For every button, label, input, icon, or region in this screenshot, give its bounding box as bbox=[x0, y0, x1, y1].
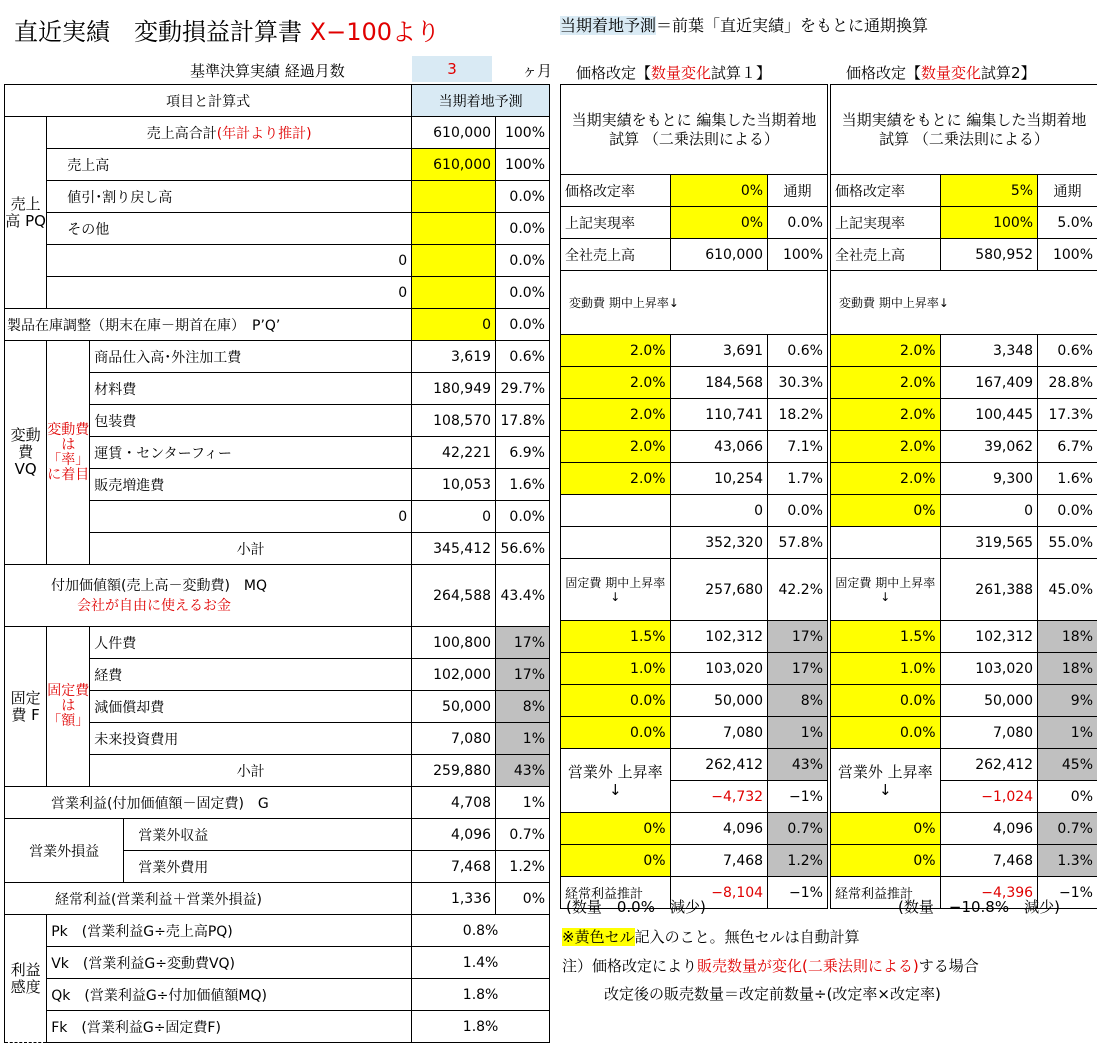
table-cell: 通期 bbox=[1038, 175, 1097, 207]
forecast-rest: ＝前葉「直近実績」をもとに通期換算 bbox=[656, 16, 928, 35]
table-cell: 全社売上高 bbox=[831, 239, 941, 271]
table-cell: 0% bbox=[496, 883, 550, 915]
table-cell: 0.6% bbox=[1038, 335, 1097, 367]
fc-row-0 bbox=[5, 627, 550, 659]
footnote-formula: 改定後の販売数量＝改定前数量÷(改定率×改定率) bbox=[604, 983, 941, 1004]
p2-vc-rate-input[interactable]: 2.0% bbox=[831, 463, 941, 495]
p1-vc-row bbox=[561, 463, 828, 495]
p2-vc-head: 変動費 期中上昇率↓ bbox=[831, 271, 1097, 335]
other-pct: 0.0% bbox=[496, 213, 550, 245]
p2-fc-row bbox=[831, 717, 1097, 749]
table-cell: 営業外費用 bbox=[124, 851, 412, 883]
footnote-yellow: ※黄色セル記入のこと。無色セルは自動計算 bbox=[562, 926, 860, 947]
table-cell: 18% bbox=[1038, 621, 1097, 653]
table-header-row bbox=[5, 85, 550, 117]
table-cell: 0.6% bbox=[496, 341, 550, 373]
table-cell: 1% bbox=[496, 723, 550, 755]
p1-fc-rate-input[interactable]: 0.0% bbox=[561, 717, 671, 749]
table-cell: 184,568 bbox=[670, 367, 767, 399]
vc-group-label: 変動費 VQ bbox=[5, 341, 47, 565]
table-cell: 18% bbox=[1038, 653, 1097, 685]
table-cell: 4,096 bbox=[670, 813, 767, 845]
table-cell: 1% bbox=[496, 787, 550, 819]
p1-vc-rate-input[interactable]: 2.0% bbox=[561, 367, 671, 399]
vc-subtotal: 345,412 bbox=[412, 533, 496, 565]
table-cell: 経常利益(営業利益＋営業外損益) bbox=[5, 883, 412, 915]
blank1-label: 0 bbox=[47, 245, 412, 277]
mq-row bbox=[5, 565, 550, 627]
table-cell: 0.6% bbox=[768, 335, 828, 367]
table-cell: 103,020 bbox=[940, 653, 1037, 685]
table-cell: 5.0% bbox=[1038, 207, 1097, 239]
table-cell: 小計 bbox=[90, 755, 412, 787]
forecast-description bbox=[560, 13, 928, 36]
table-cell: 17% bbox=[768, 653, 828, 685]
table-cell: 上記実現率 bbox=[831, 207, 941, 239]
table-cell: 7,080 bbox=[412, 723, 496, 755]
table-cell: 0.7% bbox=[496, 819, 550, 851]
table-cell: 180,949 bbox=[412, 373, 496, 405]
table-cell: 43% bbox=[496, 755, 550, 787]
p2-vc-rate-input[interactable]: 2.0% bbox=[831, 367, 941, 399]
sens-row-0 bbox=[5, 915, 550, 947]
p2-fc-rate-input[interactable]: 1.0% bbox=[831, 653, 941, 685]
table-cell: 1.8% bbox=[412, 1011, 550, 1043]
discount-label: 値引･割り戻し高 bbox=[47, 181, 412, 213]
table-cell: 257,680 bbox=[670, 559, 767, 621]
p1-vc-row bbox=[561, 399, 828, 431]
table-cell: 0.0% bbox=[496, 501, 550, 533]
nonop-income-row bbox=[5, 819, 550, 851]
table-cell: 102,312 bbox=[670, 621, 767, 653]
other-label: その他 bbox=[47, 213, 412, 245]
table-cell: 0 bbox=[412, 501, 496, 533]
table-cell: 1.6% bbox=[1038, 463, 1097, 495]
table-cell: 0.8% bbox=[412, 915, 550, 947]
table-cell: 17% bbox=[496, 659, 550, 691]
op-profit-row bbox=[5, 787, 550, 819]
sensitivity-group-label: 利益感度 bbox=[5, 915, 47, 1043]
p1-ordinary-profit: −8,104 bbox=[670, 877, 767, 909]
table-cell: 42,221 bbox=[412, 437, 496, 469]
col-header-forecast: 当期着地予測 bbox=[412, 85, 550, 117]
table-cell: 7.1% bbox=[768, 431, 828, 463]
p2-fc-row bbox=[831, 685, 1097, 717]
table-cell: 3,691 bbox=[670, 335, 767, 367]
table-cell: 固定費 期中上昇率↓ bbox=[561, 559, 671, 621]
table-cell: 45% bbox=[1038, 749, 1097, 781]
table-cell: 10,053 bbox=[412, 469, 496, 501]
table-cell: 1.7% bbox=[768, 463, 828, 495]
table-cell: 経常利益推計 bbox=[831, 877, 941, 909]
blank2-input[interactable] bbox=[412, 277, 496, 309]
table-cell: 0 bbox=[940, 495, 1037, 527]
p2-nonop-exp-rate[interactable]: 0% bbox=[831, 845, 941, 877]
table-cell: 261,388 bbox=[940, 559, 1037, 621]
table-cell: 0 bbox=[670, 495, 767, 527]
table-cell: 1.6% bbox=[496, 469, 550, 501]
table-cell: 57.8% bbox=[768, 527, 828, 559]
table-cell: 通期 bbox=[768, 175, 828, 207]
table-cell: −1% bbox=[768, 877, 828, 909]
p2-sales: 580,952 bbox=[940, 239, 1037, 271]
fc-note: 固定費は「額」 bbox=[47, 627, 90, 787]
mq-value: 264,588 bbox=[412, 565, 496, 627]
p1-price-rate-input[interactable]: 0% bbox=[670, 175, 767, 207]
table-cell: 価格改定率 bbox=[561, 175, 671, 207]
table-cell: 110,741 bbox=[670, 399, 767, 431]
table-cell: 0.7% bbox=[1038, 813, 1097, 845]
p2-vc-rate-input[interactable]: 2.0% bbox=[831, 335, 941, 367]
p2-fc-rate-input[interactable]: 0.0% bbox=[831, 685, 941, 717]
p1-vc-rate-input[interactable] bbox=[561, 495, 671, 527]
p1-panel bbox=[560, 84, 828, 909]
p1-sales: 610,000 bbox=[670, 239, 767, 271]
fc-group-label: 固定費 F bbox=[5, 627, 47, 787]
blank1-pct: 0.0% bbox=[496, 245, 550, 277]
p1-vc-row bbox=[561, 495, 828, 527]
table-cell: 167,409 bbox=[940, 367, 1037, 399]
table-cell: 42.2% bbox=[768, 559, 828, 621]
table-cell: 営業利益(付加価値額－固定費) G bbox=[5, 787, 412, 819]
p2-realization-input[interactable]: 100% bbox=[940, 207, 1037, 239]
other-input[interactable] bbox=[412, 213, 496, 245]
table-cell: −1% bbox=[768, 781, 828, 813]
p1-nonop-exp-rate[interactable]: 0% bbox=[561, 845, 671, 877]
p1-vc-row bbox=[561, 335, 828, 367]
p1-vc-row bbox=[561, 431, 828, 463]
p1-fc-row bbox=[561, 621, 828, 653]
p2-fc-rate-input[interactable]: 1.5% bbox=[831, 621, 941, 653]
table-cell: 全社売上高 bbox=[561, 239, 671, 271]
sales-label: 売上高 bbox=[47, 149, 412, 181]
ordinary-profit-row bbox=[5, 883, 550, 915]
sens-row-2 bbox=[5, 979, 550, 1011]
table-cell: 352,320 bbox=[670, 527, 767, 559]
table-cell: 17% bbox=[496, 627, 550, 659]
p2-fc-rate-input[interactable]: 0.0% bbox=[831, 717, 941, 749]
table-cell: 未来投資費用 bbox=[90, 723, 412, 755]
table-cell: 17% bbox=[768, 621, 828, 653]
table-cell: 56.6% bbox=[496, 533, 550, 565]
table-cell: Vk (営業利益G÷変動費VQ) bbox=[47, 947, 412, 979]
p1-vc-rate-input[interactable]: 2.0% bbox=[561, 431, 671, 463]
p1-fc-rate-input[interactable]: 0.0% bbox=[561, 685, 671, 717]
months-input[interactable]: 3 bbox=[412, 56, 492, 82]
table-cell: −1% bbox=[1038, 877, 1097, 909]
vc-note: 変動費は「率」に着目 bbox=[47, 341, 90, 565]
table-cell: 100,800 bbox=[412, 627, 496, 659]
inventory-pct: 0.0% bbox=[496, 309, 550, 341]
qty-note-2: (数量 −10.8% 減少) bbox=[898, 896, 1060, 917]
sales-pct: 100% bbox=[496, 149, 550, 181]
table-cell: 103,020 bbox=[670, 653, 767, 685]
discount-pct: 0.0% bbox=[496, 181, 550, 213]
p1-panel-head: 当期実績をもとに 編集した当期着地試算 （二乗法則による） bbox=[561, 85, 828, 175]
table-cell: 43% bbox=[768, 749, 828, 781]
table-cell: 43.4% bbox=[496, 565, 550, 627]
table-cell: 262,412 bbox=[670, 749, 767, 781]
table-cell: 50,000 bbox=[412, 691, 496, 723]
table-cell: 6.7% bbox=[1038, 431, 1097, 463]
inventory-input[interactable]: 0 bbox=[412, 309, 496, 341]
p1-fc-rate-input[interactable]: 1.0% bbox=[561, 653, 671, 685]
table-cell: 価格改定率 bbox=[831, 175, 941, 207]
table-cell: 材料費 bbox=[90, 373, 412, 405]
table-cell: 6.9% bbox=[496, 437, 550, 469]
table-cell: 0 bbox=[90, 501, 412, 533]
sens-row-3 bbox=[5, 1011, 550, 1043]
table-cell: 包装費 bbox=[90, 405, 412, 437]
table-cell: 1.8% bbox=[412, 979, 550, 1011]
table-cell: 8% bbox=[496, 691, 550, 723]
footnote-price: 注）価格改定により販売数量が変化(二乗法則による)する場合 bbox=[562, 955, 1097, 976]
table-cell: 100,445 bbox=[940, 399, 1037, 431]
p2-panel bbox=[830, 84, 1097, 909]
nonop-group-label: 営業外損益 bbox=[5, 819, 124, 883]
table-cell: 販売増進費 bbox=[90, 469, 412, 501]
table-cell: 営業外 上昇率↓ bbox=[561, 749, 671, 813]
table-cell: 7,080 bbox=[940, 717, 1037, 749]
p2-vc-row bbox=[831, 367, 1097, 399]
col-header-item: 項目と計算式 bbox=[5, 85, 412, 117]
table-cell: 固定費 期中上昇率↓ bbox=[831, 559, 941, 621]
p2-fc-row bbox=[831, 621, 1097, 653]
blank2-pct: 0.0% bbox=[496, 277, 550, 309]
table-cell: 0% bbox=[1038, 781, 1097, 813]
trial1-header: 価格改定【数量変化試算１】 bbox=[576, 62, 771, 83]
p2-panel-head: 当期実績をもとに 編集した当期着地試算 （二乗法則による） bbox=[831, 85, 1097, 175]
table-cell: Pk (営業利益G÷売上高PQ) bbox=[47, 915, 412, 947]
table-cell: 108,570 bbox=[412, 405, 496, 437]
table-cell: 0.0% bbox=[768, 495, 828, 527]
sales-total-label: 売上高合計(年計より推計) bbox=[47, 117, 412, 149]
p2-vc-row bbox=[831, 399, 1097, 431]
sales-total-value: 610,000 bbox=[412, 117, 496, 149]
p2-fc-row bbox=[831, 653, 1097, 685]
inventory-label: 製品在庫調整（期末在庫－期首在庫） P’Q’ bbox=[5, 309, 412, 341]
table-cell: Fk (営業利益G÷固定費F) bbox=[47, 1011, 412, 1043]
p1-vc-rate-input[interactable]: 2.0% bbox=[561, 335, 671, 367]
table-cell: 1% bbox=[768, 717, 828, 749]
p1-vc-rate-input[interactable]: 2.0% bbox=[561, 463, 671, 495]
table-cell: 29.7% bbox=[496, 373, 550, 405]
table-cell: 17.8% bbox=[496, 405, 550, 437]
table-cell: 45.0% bbox=[1038, 559, 1097, 621]
p1-op-profit: −4,732 bbox=[670, 781, 767, 813]
p2-vc-rate-input[interactable]: 2.0% bbox=[831, 431, 941, 463]
p1-vc-rate-input[interactable]: 2.0% bbox=[561, 399, 671, 431]
table-cell: 102,312 bbox=[940, 621, 1037, 653]
op-profit: 4,708 bbox=[412, 787, 496, 819]
p2-vc-row bbox=[831, 335, 1097, 367]
table-cell: 18.2% bbox=[768, 399, 828, 431]
qty-note-1: (数量 0.0% 減少) bbox=[566, 896, 706, 917]
table-cell: 17.3% bbox=[1038, 399, 1097, 431]
p2-vc-rate-input[interactable]: 2.0% bbox=[831, 399, 941, 431]
table-cell: 262,412 bbox=[940, 749, 1037, 781]
main-pl-table bbox=[4, 84, 550, 1043]
table-cell: 3,619 bbox=[412, 341, 496, 373]
table-cell: 1.4% bbox=[412, 947, 550, 979]
blank2-label: 0 bbox=[47, 277, 412, 309]
table-cell: 商品仕入高･外注加工費 bbox=[90, 341, 412, 373]
vc-row-0 bbox=[5, 341, 550, 373]
table-cell: 減価償却費 bbox=[90, 691, 412, 723]
p2-vc-rate-input[interactable]: 0% bbox=[831, 495, 941, 527]
p2-vc-row bbox=[831, 431, 1097, 463]
table-cell: 55.0% bbox=[1038, 527, 1097, 559]
table-cell: 4,096 bbox=[940, 813, 1037, 845]
p2-price-rate-input[interactable]: 5% bbox=[940, 175, 1037, 207]
sales-input[interactable]: 610,000 bbox=[412, 149, 496, 181]
p1-nonop-inc-rate[interactable]: 0% bbox=[561, 813, 671, 845]
p1-fc-row bbox=[561, 653, 828, 685]
table-cell: 50,000 bbox=[670, 685, 767, 717]
table-cell: 319,565 bbox=[940, 527, 1037, 559]
p1-vc-head: 変動費 期中上昇率↓ bbox=[561, 271, 828, 335]
title-main: 直近実績 変動損益計算書 bbox=[14, 18, 302, 46]
p2-nonop-inc-rate[interactable]: 0% bbox=[831, 813, 941, 845]
table-cell: 7,468 bbox=[670, 845, 767, 877]
table-cell: 43,066 bbox=[670, 431, 767, 463]
table-cell: 9,300 bbox=[940, 463, 1037, 495]
p2-op-profit: −1,024 bbox=[940, 781, 1037, 813]
p1-fc-row bbox=[561, 685, 828, 717]
table-cell: 28.8% bbox=[1038, 367, 1097, 399]
p2-vc-row bbox=[831, 495, 1097, 527]
p2-ordinary-profit: −4,396 bbox=[940, 877, 1037, 909]
sens-row-1 bbox=[5, 947, 550, 979]
months-unit: ヶ月 bbox=[522, 60, 552, 81]
table-cell: 0.0% bbox=[768, 207, 828, 239]
trial2-header: 価格改定【数量変化試算2】 bbox=[846, 62, 1036, 83]
table-cell: 7,468 bbox=[940, 845, 1037, 877]
title-source: X−100より bbox=[310, 18, 440, 46]
table-cell: 1.3% bbox=[1038, 845, 1097, 877]
sales-total-pct: 100% bbox=[496, 117, 550, 149]
table-cell: 30.3% bbox=[768, 367, 828, 399]
table-cell: 0.0% bbox=[1038, 495, 1097, 527]
table-cell: 3,348 bbox=[940, 335, 1037, 367]
table-cell: 小計 bbox=[90, 533, 412, 565]
p1-vc-row bbox=[561, 367, 828, 399]
table-cell: 上記実現率 bbox=[561, 207, 671, 239]
sales-group-label: 売上高 PQ bbox=[5, 117, 47, 309]
table-cell: 営業外収益 bbox=[124, 819, 412, 851]
blank1-input[interactable] bbox=[412, 245, 496, 277]
table-cell: 10,254 bbox=[670, 463, 767, 495]
table-cell: 1.2% bbox=[768, 845, 828, 877]
table-cell: Qk (営業利益G÷付加価値額MQ) bbox=[47, 979, 412, 1011]
table-cell bbox=[561, 527, 671, 559]
discount-input[interactable] bbox=[412, 181, 496, 213]
table-cell: 8% bbox=[768, 685, 828, 717]
p1-fc-row bbox=[561, 717, 828, 749]
table-cell: 100% bbox=[1038, 239, 1097, 271]
p2-vc-row bbox=[831, 463, 1097, 495]
table-cell: 人件費 bbox=[90, 627, 412, 659]
months-label: 基準決算実績 経過月数 bbox=[190, 60, 345, 81]
p1-realization-input[interactable]: 0% bbox=[670, 207, 767, 239]
p1-fc-rate-input[interactable]: 1.5% bbox=[561, 621, 671, 653]
table-cell: 運賃・センターフィー bbox=[90, 437, 412, 469]
table-cell: 4,096 bbox=[412, 819, 496, 851]
table-cell: 9% bbox=[1038, 685, 1097, 717]
table-cell: 営業外 上昇率↓ bbox=[831, 749, 941, 813]
ordinary-profit: 1,336 bbox=[412, 883, 496, 915]
table-cell: 39,062 bbox=[940, 431, 1037, 463]
fc-subtotal: 259,880 bbox=[412, 755, 496, 787]
table-cell: 100% bbox=[768, 239, 828, 271]
table-cell: 0.7% bbox=[768, 813, 828, 845]
table-cell: 7,080 bbox=[670, 717, 767, 749]
table-cell: 経費 bbox=[90, 659, 412, 691]
table-cell: 7,468 bbox=[412, 851, 496, 883]
forecast-highlight: 当期着地予測 bbox=[560, 16, 656, 35]
table-cell bbox=[831, 527, 941, 559]
table-cell: 1% bbox=[1038, 717, 1097, 749]
table-cell: 1.2% bbox=[496, 851, 550, 883]
table-cell: 付加価値額(売上高－変動費) MQ 会社が自由に使えるお金 bbox=[5, 565, 412, 627]
table-cell: 経常利益推計 bbox=[561, 877, 671, 909]
table-cell: 50,000 bbox=[940, 685, 1037, 717]
page-title bbox=[14, 12, 440, 47]
table-cell: 102,000 bbox=[412, 659, 496, 691]
